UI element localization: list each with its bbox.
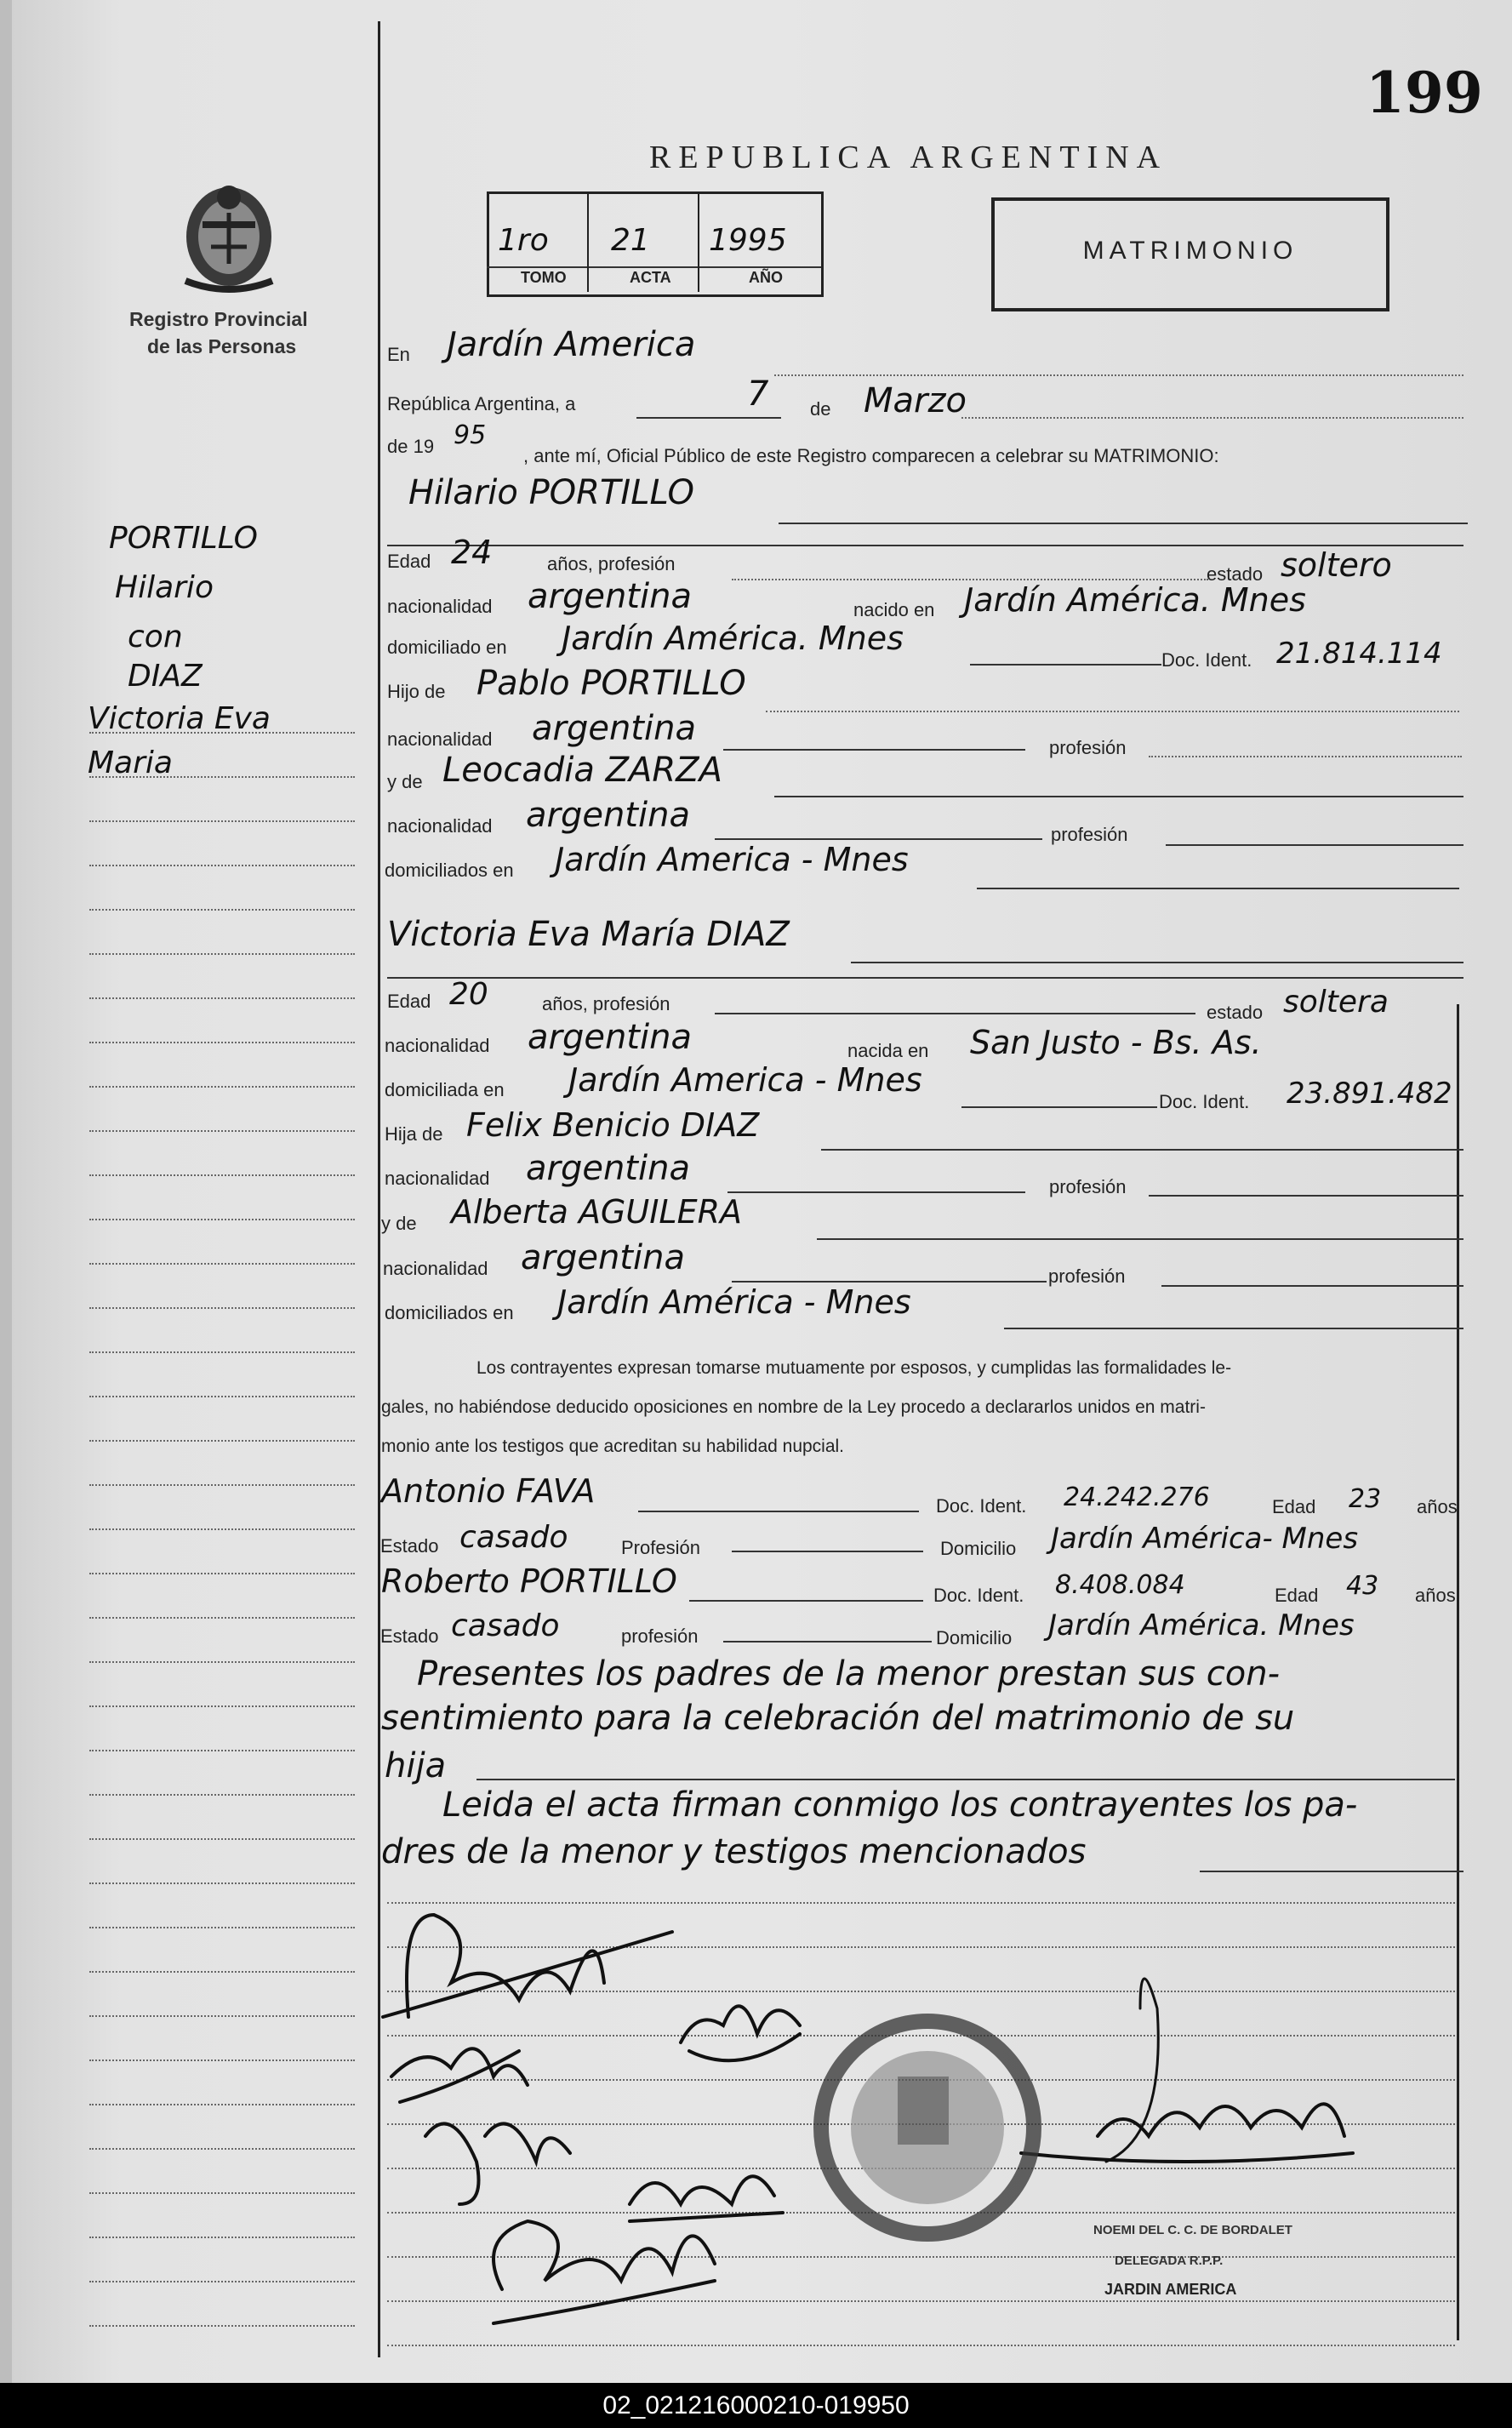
groom-padre-nac-label: nacionalidad (387, 728, 493, 750)
margin-dotted-line (89, 2281, 355, 2282)
signature-official (1021, 2104, 1353, 2162)
margin-dotted-line (89, 953, 355, 955)
month-value: Marzo (864, 381, 967, 420)
official-stamp (821, 2021, 1034, 2234)
margin-dotted-line (89, 1705, 355, 1707)
witness-2-edad: 43 (1346, 1571, 1379, 1601)
groom-padre-prof-label: profesión (1049, 737, 1127, 758)
bride-madre: Alberta AGUILERA (451, 1193, 742, 1231)
margin-dotted-line (89, 2060, 355, 2061)
image-id-footer: 02_021216000210-019950 (0, 2383, 1512, 2428)
witness-1-doc: 24.242.276 (1064, 1483, 1210, 1512)
groom-padres-dom: Jardín America - Mnes (555, 841, 909, 878)
acta-label: ACTA (630, 269, 671, 286)
signature-father (425, 2123, 570, 2204)
bride-anos-label: años, profesión (542, 993, 670, 1014)
margin-dotted-line (89, 1484, 355, 1486)
margin-note-1: PORTILLO (109, 521, 259, 556)
witness-1-estado: casado (459, 1520, 568, 1555)
signature-bride (391, 2048, 528, 2102)
bride-edad-label: Edad (387, 991, 431, 1012)
groom-nacido-label: nacido en (853, 599, 935, 620)
signatures-area (374, 1881, 1464, 2357)
stamp-text-1: NOEMI DEL C. C. DE BORDALET (1093, 2223, 1292, 2237)
declaration-line-1: Los contrayentes expresan tomarse mutuamente por esposos, y cumplidas las formalidades le- (476, 1358, 1232, 1378)
en-label: En (387, 344, 410, 365)
margin-dotted-line (89, 1307, 355, 1309)
witness-2-doc: 8.408.084 (1055, 1570, 1185, 1600)
groom-estado-label: estado (1207, 563, 1264, 585)
groom-doms-label: domiciliados en (385, 860, 514, 881)
signature-groom (383, 1915, 672, 2017)
doc-type: MATRIMONIO (1082, 237, 1298, 265)
bride-padres-dom: Jardín América - Mnes (557, 1283, 911, 1321)
witness-2-doc-label: Doc. Ident. (933, 1585, 1024, 1606)
groom-domicilio: Jardín América. Mnes (562, 620, 904, 657)
bride-name: Victoria Eva María DIAZ (387, 915, 790, 954)
witness-1-domicilio: Jardín América- Mnes (1051, 1522, 1359, 1556)
bride-edad: 20 (449, 977, 488, 1012)
groom-dom-label: domiciliado en (387, 637, 507, 658)
republica-label: República Argentina, a (387, 393, 576, 414)
registry-line-1: Registro Provincial (129, 308, 308, 330)
margin-dotted-line (89, 1042, 355, 1043)
margin-note-4: DIAZ (128, 659, 203, 694)
bride-madre-nac-label: nacionalidad (383, 1258, 488, 1279)
margin-dotted-line (89, 1750, 355, 1751)
note-line-3: hija (385, 1746, 447, 1785)
margin-dotted-line (89, 1882, 355, 1884)
bride-padre: Felix Benicio DIAZ (466, 1106, 760, 1144)
bride-doc: 23.891.482 (1287, 1077, 1452, 1111)
margin-note-2: Hilario (115, 570, 214, 605)
registry-line-2: de las Personas (147, 335, 297, 357)
margin-note-6: Maria (88, 746, 173, 780)
witness-2-edad-label: Edad (1275, 1585, 1319, 1606)
witness-1-dom-label: Domicilio (940, 1538, 1017, 1559)
witness-1-edad-label: Edad (1272, 1496, 1316, 1517)
groom-nacido: Jardín América. Mnes (964, 581, 1306, 619)
groom-nacionalidad: argentina (528, 577, 692, 616)
margin-dotted-line (89, 2237, 355, 2238)
margin-dotted-line (89, 1794, 355, 1796)
year-value: 95 (454, 420, 487, 450)
day-value: 7 (747, 374, 769, 414)
margin-note-3: con (128, 620, 183, 654)
bride-estado-label: estado (1207, 1002, 1264, 1023)
page-number: 199 (1366, 60, 1483, 126)
margin-dotted-line (89, 1086, 355, 1088)
groom-estado: soltero (1281, 546, 1392, 584)
margin-dotted-line (89, 2104, 355, 2105)
groom-edad-label: Edad (387, 551, 431, 572)
signature-mother (681, 2006, 800, 2060)
margin-dotted-line (89, 820, 355, 822)
coat-of-arms-icon (168, 170, 289, 294)
bride-doms-label: domiciliados en (385, 1302, 514, 1323)
groom-y-de-label: y de (387, 771, 423, 792)
bride-estado: soltera (1283, 985, 1389, 1020)
groom-padre-nac: argentina (532, 709, 696, 748)
bride-madre-prof-label: profesión (1048, 1265, 1126, 1287)
witness-1-doc-label: Doc. Ident. (936, 1495, 1027, 1517)
groom-padre: Pablo PORTILLO (476, 664, 746, 703)
margin-dotted-line (89, 2148, 355, 2150)
margin-dotted-line (89, 1971, 355, 1973)
margin-dotted-line (89, 1661, 355, 1663)
margin-dotted-line (89, 1617, 355, 1619)
de-label: de (810, 398, 831, 420)
ano-label: AÑO (749, 269, 783, 286)
bride-dom-label: domiciliada en (385, 1079, 505, 1100)
witness-1-prof-label: Profesión (621, 1537, 700, 1558)
signature-witness-2 (494, 2221, 715, 2323)
bride-padre-nac: argentina (526, 1149, 690, 1188)
groom-anos-label: años, profesión (547, 553, 676, 574)
margin-dotted-line (89, 1263, 355, 1265)
note-line-4: Leida el acta firman conmigo los contrayentes los pa- (442, 1785, 1358, 1825)
witness-2-prof-label: profesión (621, 1625, 699, 1647)
margin-dotted-line (89, 2015, 355, 2017)
witness-1-edad: 23 (1349, 1484, 1382, 1514)
groom-doc: 21.814.114 (1276, 637, 1442, 671)
intro-rest: , ante mí, Oficial Público de este Registro comparecen a celebrar su MATRIMONIO: (523, 445, 1219, 466)
witness-2-anos: años (1415, 1585, 1456, 1606)
groom-madre-prof-label: profesión (1051, 824, 1128, 845)
margin-note-5: Victoria Eva (88, 701, 271, 736)
margin-dotted-line (89, 865, 355, 866)
witness-2-name: Roberto PORTILLO (381, 1562, 677, 1600)
note-line-5: dres de la menor y testigos mencionados (381, 1832, 1087, 1871)
bride-nac-label: nacionalidad (385, 1035, 490, 1056)
country-header: REPUBLICA ARGENTINA (649, 140, 1168, 175)
margin-dotted-line (89, 1351, 355, 1353)
tomo-label: TOMO (521, 269, 567, 286)
note-line-2: sentimiento para la celebración del matrimonio de su (381, 1699, 1295, 1738)
bride-nacionalidad: argentina (528, 1018, 692, 1057)
bride-padre-nac-label: nacionalidad (385, 1168, 490, 1189)
margin-dotted-line (89, 1440, 355, 1442)
margin-dotted-line (89, 1838, 355, 1840)
margin-dotted-line (89, 2192, 355, 2194)
bride-domicilio: Jardín America - Mnes (568, 1061, 922, 1099)
witness-2-estado-label: Estado (380, 1625, 439, 1647)
witness-1-estado-label: Estado (380, 1535, 439, 1557)
witness-1-anos: años (1417, 1496, 1458, 1517)
groom-madre-nac-label: nacionalidad (387, 815, 493, 837)
declaration-line-2: gales, no habiéndose deducido oposiciones en nombre de la Ley procedo a declararlos unidos en matri- (381, 1397, 1206, 1417)
ano-value: 1995 (709, 223, 787, 258)
groom-hijo-label: Hijo de (387, 681, 446, 702)
binder-edge (0, 0, 12, 2383)
margin-dotted-line (89, 1174, 355, 1176)
groom-madre-nac: argentina (526, 796, 690, 835)
margin-dotted-line (89, 1573, 355, 1574)
groom-madre: Leocadia ZARZA (442, 751, 722, 790)
margin-dotted-line (89, 1396, 355, 1397)
margin-dotted-line (89, 909, 355, 911)
signature-witness-1 (630, 2176, 783, 2221)
bride-nacida: San Justo - Bs. As. (970, 1024, 1262, 1061)
margin-dotted-line (89, 1130, 355, 1132)
place-value: Jardín America (447, 325, 696, 364)
year-prefix: de 19 (387, 436, 435, 457)
acta-value: 21 (611, 223, 650, 258)
bride-nacida-label: nacida en (847, 1040, 929, 1061)
groom-doc-label: Doc. Ident. (1161, 649, 1252, 671)
groom-edad: 24 (451, 534, 493, 571)
bride-madre-nac: argentina (521, 1238, 685, 1277)
stamp-text-2: DELEGADA R.P.P. (1115, 2254, 1224, 2268)
witness-2-dom-label: Domicilio (936, 1627, 1013, 1648)
note-line-1: Presentes los padres de la menor prestan sus con- (417, 1654, 1281, 1694)
groom-nac-label: nacionalidad (387, 596, 493, 617)
margin-dotted-line (89, 2325, 355, 2327)
declaration-line-3: monio ante los testigos que acreditan su habilidad nupcial. (381, 1437, 845, 1456)
bride-hija-label: Hija de (385, 1123, 443, 1145)
tomo-value: 1ro (498, 223, 549, 258)
margin-dotted-line (89, 1927, 355, 1928)
bride-y-de-label: y de (381, 1213, 417, 1234)
bride-doc-label: Doc. Ident. (1159, 1091, 1250, 1112)
witness-2-estado: casado (451, 1608, 560, 1643)
margin-dotted-line (89, 1528, 355, 1530)
stamp-text-3: JARDIN AMERICA (1104, 2281, 1237, 2298)
bride-padre-prof-label: profesión (1049, 1176, 1127, 1197)
groom-name: Hilario PORTILLO (408, 473, 695, 512)
margin-dotted-line (89, 997, 355, 999)
witness-2-domicilio: Jardín América. Mnes (1048, 1608, 1355, 1642)
margin-dotted-line (89, 1219, 355, 1220)
witness-1-name: Antonio FAVA (381, 1472, 596, 1510)
